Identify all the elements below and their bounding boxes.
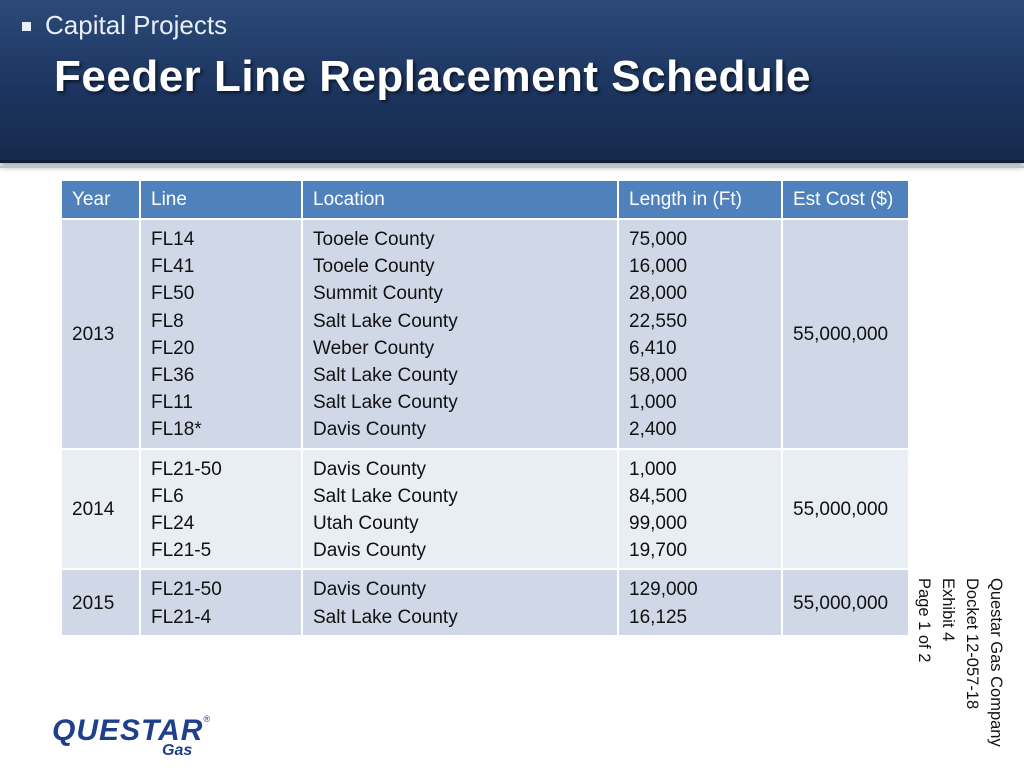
line-cell bbox=[140, 569, 302, 635]
length-value: 16,125 bbox=[629, 606, 688, 628]
length-value: 22,550 bbox=[629, 310, 688, 332]
table-header-row bbox=[61, 180, 909, 219]
exhibit-stamp bbox=[915, 578, 1018, 778]
location-value: Salt Lake County bbox=[313, 485, 458, 507]
length-value: 2,400 bbox=[629, 419, 677, 441]
length-value: 1,000 bbox=[629, 458, 677, 480]
col-header-year: Year bbox=[61, 180, 140, 219]
location-value: Salt Lake County bbox=[313, 606, 458, 628]
exhibit-text bbox=[912, 578, 1008, 747]
col-header-cost: Est Cost ($) bbox=[782, 180, 909, 219]
length-value: 19,700 bbox=[629, 540, 688, 562]
exhibit-page: Page 1 of 2 bbox=[915, 578, 933, 663]
length-cell bbox=[618, 449, 782, 570]
page-title: Feeder Line Replacement Schedule bbox=[54, 52, 811, 101]
line-value: FL11 bbox=[151, 392, 193, 414]
length-value: 99,000 bbox=[629, 513, 688, 535]
exhibit-company: Questar Gas Company bbox=[987, 578, 1005, 747]
section-bullet bbox=[22, 10, 227, 41]
cost-cell: 55,000,000 bbox=[782, 569, 909, 635]
schedule-table bbox=[60, 179, 910, 637]
registered-icon: ® bbox=[203, 714, 211, 724]
location-value: Tooele County bbox=[313, 229, 435, 250]
exhibit-docket: Docket 12-057-18 bbox=[963, 578, 981, 710]
location-value: Davis County bbox=[313, 458, 426, 480]
cost-cell: 55,000,000 bbox=[782, 219, 909, 449]
line-value: FL24 bbox=[151, 513, 195, 535]
questar-logo bbox=[52, 714, 212, 764]
cost-cell: 55,000,000 bbox=[782, 449, 909, 570]
length-cell bbox=[618, 219, 782, 449]
year-cell: 2013 bbox=[61, 219, 140, 449]
location-value: Tooele County bbox=[313, 256, 435, 278]
section-label: Capital Projects bbox=[45, 10, 228, 40]
length-value: 129,000 bbox=[629, 579, 698, 601]
length-value: 84,500 bbox=[629, 485, 688, 507]
line-value: FL6 bbox=[151, 485, 184, 507]
line-value: FL20 bbox=[151, 337, 195, 359]
line-value: FL21-5 bbox=[151, 540, 212, 562]
location-value: Salt Lake County bbox=[313, 392, 458, 414]
location-value: Salt Lake County bbox=[313, 365, 458, 387]
location-value: Utah County bbox=[313, 513, 419, 535]
line-value: FL41 bbox=[151, 256, 195, 278]
length-value: 75,000 bbox=[629, 229, 688, 250]
location-value: Davis County bbox=[313, 579, 426, 601]
header-divider bbox=[0, 166, 1024, 168]
logo-sub: Gas bbox=[162, 742, 193, 759]
line-value: FL14 bbox=[151, 229, 195, 250]
col-header-length: Length in (Ft) bbox=[618, 180, 782, 219]
year-cell: 2014 bbox=[61, 449, 140, 570]
col-header-line: Line bbox=[140, 180, 302, 219]
location-cell bbox=[302, 449, 618, 570]
col-header-location: Location bbox=[302, 180, 618, 219]
length-value: 28,000 bbox=[629, 283, 688, 305]
length-value: 16,000 bbox=[629, 256, 688, 278]
length-cell bbox=[618, 569, 782, 635]
line-value: FL21-50 bbox=[151, 579, 222, 601]
length-value: 6,410 bbox=[629, 337, 677, 359]
logo-name: QUESTAR bbox=[52, 714, 204, 747]
line-value: FL21-50 bbox=[151, 458, 222, 480]
line-value: FL8 bbox=[151, 310, 184, 332]
location-cell bbox=[302, 569, 618, 635]
location-value: Weber County bbox=[313, 337, 435, 359]
location-value: Summit County bbox=[313, 283, 443, 305]
location-cell bbox=[302, 219, 618, 449]
location-value: Davis County bbox=[313, 419, 426, 441]
bullet-square-icon bbox=[22, 22, 31, 31]
line-value: FL18* bbox=[151, 419, 202, 441]
line-value: FL36 bbox=[151, 365, 195, 387]
line-cell bbox=[140, 449, 302, 570]
table-row bbox=[61, 219, 909, 449]
line-value: FL50 bbox=[151, 283, 195, 305]
location-value: Davis County bbox=[313, 540, 426, 562]
header-banner bbox=[0, 0, 1024, 163]
line-cell bbox=[140, 219, 302, 449]
table-row bbox=[61, 569, 909, 635]
length-value: 1,000 bbox=[629, 392, 677, 414]
year-cell: 2015 bbox=[61, 569, 140, 635]
length-value: 58,000 bbox=[629, 365, 688, 387]
location-value: Salt Lake County bbox=[313, 310, 458, 332]
exhibit-number: Exhibit 4 bbox=[939, 578, 957, 642]
table-row bbox=[61, 449, 909, 570]
line-value: FL21-4 bbox=[151, 606, 212, 628]
